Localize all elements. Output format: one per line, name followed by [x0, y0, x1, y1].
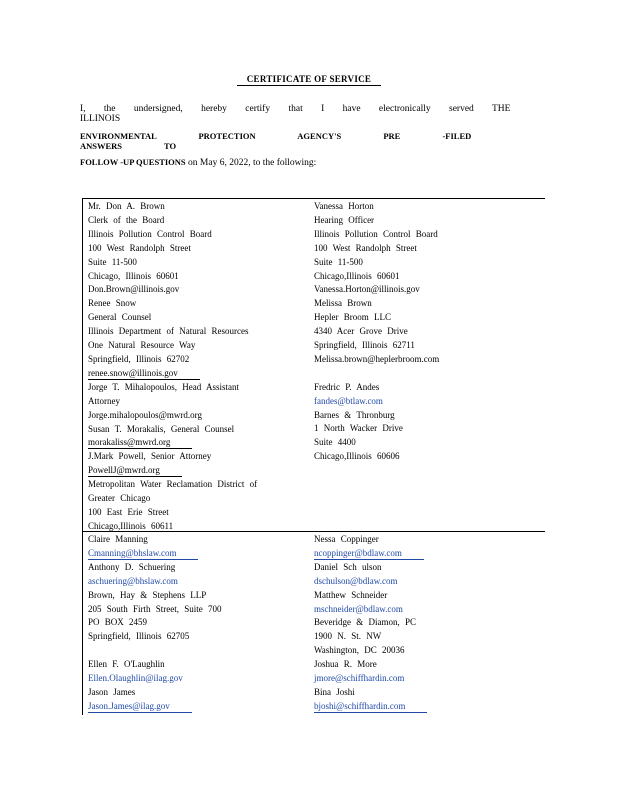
line-text: Chicago,Illinois 60606	[314, 451, 400, 462]
intro-line-3-bold: FOLLOW -UP QUESTIONS	[80, 157, 186, 167]
line-text: Mr. Don A. Brown	[88, 201, 165, 211]
line-text: 1 North Wacker Drive	[314, 423, 403, 434]
line-text: Melissa Brown	[314, 298, 372, 309]
line-text: Chicago, Illinois 60601	[88, 270, 179, 281]
contact-line	[88, 242, 308, 256]
contact-line	[314, 436, 542, 450]
line-text: Vanessa Horton	[314, 201, 374, 211]
line-text: Illinois Pollution Control Board	[88, 228, 212, 239]
contact-line	[88, 589, 308, 603]
line-text: Nessa Coppinger	[314, 534, 379, 544]
line-text: Jason James	[88, 686, 136, 697]
contact-line	[88, 561, 308, 575]
email-text: PowellJ@mwrd.org	[88, 464, 182, 477]
line-text: Hepler Broom LLC	[314, 312, 391, 323]
line-text: 100 West Randolph Street	[314, 242, 417, 253]
service-list-right-column	[314, 200, 542, 464]
line-text: 100 West Randolph Street	[88, 242, 191, 253]
line-text: Hearing Officer	[314, 214, 375, 225]
contact-email[interactable]	[314, 395, 542, 409]
line-text: Fredric P. Andes	[314, 381, 380, 392]
document-title: CERTIFICATE OF SERVICE	[0, 74, 618, 86]
email-text: aschuering@bhslaw.com	[88, 575, 178, 586]
contact-email[interactable]	[314, 603, 542, 617]
email-text: Don.Brown@illinois.gov	[88, 284, 180, 295]
contact-line	[314, 616, 542, 630]
contact-line	[314, 311, 542, 325]
contact-line	[88, 630, 308, 644]
contact-email[interactable]	[88, 700, 308, 714]
line-text: 205 South Firth Street, Suite 700	[88, 603, 222, 614]
contact-line	[314, 242, 542, 256]
contact-line	[88, 270, 308, 284]
contact-line	[88, 381, 308, 395]
line-text: Springfield, Illinois 62711	[314, 340, 415, 351]
contact-email[interactable]	[314, 575, 542, 589]
line-text: Joshua R. More	[314, 659, 377, 670]
contact-email[interactable]	[88, 283, 308, 297]
service-list-right-column	[314, 533, 542, 714]
line-text: One Natural Resource Way	[88, 340, 196, 351]
line-text: Washington, DC 20036	[314, 645, 405, 656]
contact-line	[314, 644, 542, 658]
contact-line	[314, 658, 542, 672]
contact-line	[88, 339, 308, 353]
contact-email[interactable]	[314, 283, 542, 297]
contact-line	[88, 492, 308, 506]
line-text: General Counsel	[88, 312, 152, 323]
contact-line	[314, 561, 542, 575]
line-text: Suite 11-500	[314, 256, 363, 267]
service-list-left-column	[88, 200, 308, 534]
line-text: J.Mark Powell, Senior Attorney	[88, 451, 212, 462]
contact-email[interactable]	[88, 464, 308, 478]
line-text: PO BOX 2459	[88, 617, 148, 628]
line-text: Brown, Hay & Stephens LLP	[88, 589, 207, 600]
contact-line	[314, 409, 542, 423]
contact-line	[88, 686, 308, 700]
contact-email[interactable]	[314, 700, 542, 714]
email-text: fandes@btlaw.com	[314, 395, 383, 406]
email-text: Jorge.mihalopoulos@mwrd.org	[88, 409, 202, 420]
email-text: dschulson@bdlaw.com	[314, 575, 398, 586]
line-text: Daniel Sch ulson	[314, 561, 382, 572]
line-text: Jorge T. Mihalopoulos, Head Assistant	[88, 381, 239, 392]
blank-line	[88, 644, 308, 658]
contact-line	[88, 658, 308, 672]
line-text: Chicago,Illinois 60601	[314, 270, 400, 281]
line-text: Attorney	[88, 395, 120, 406]
contact-email[interactable]	[88, 367, 308, 381]
email-text: jmore@schiffhardin.com	[314, 673, 405, 684]
line-text: Illinois Pollution Control Board	[314, 228, 438, 239]
contact-line	[88, 395, 308, 409]
email-text: ncoppinger@bdlaw.com	[314, 547, 424, 560]
contact-line	[88, 256, 308, 270]
contact-line	[88, 616, 308, 630]
line-text: Ellen F. O'Laughlin	[88, 659, 165, 670]
email-text: morakaliss@mwrd.org	[88, 436, 192, 449]
contact-line	[314, 214, 542, 228]
line-text: Barnes & Thronburg	[314, 409, 395, 420]
contact-line	[314, 297, 542, 311]
line-text: Renee Snow	[88, 298, 137, 309]
contact-line	[314, 422, 542, 436]
contact-line	[314, 256, 542, 270]
contact-line	[88, 450, 308, 464]
email-text: mschneider@bdlaw.com	[314, 603, 403, 614]
line-text: Susan T. Morakalis, General Counsel	[88, 423, 235, 434]
contact-line	[314, 325, 542, 339]
email-text: Melissa.brown@heplerbroom.com	[314, 353, 440, 364]
contact-line	[314, 228, 542, 242]
contact-email[interactable]	[88, 547, 308, 561]
contact-line	[88, 423, 308, 437]
line-text: Beveridge & Diamon, PC	[314, 617, 416, 628]
contact-line	[88, 506, 308, 520]
line-text: Claire Manning	[88, 534, 148, 544]
contact-line	[314, 270, 542, 284]
email-text: Ellen.Olaughlin@ilag.gov	[88, 673, 183, 684]
line-text: Anthony D. Schuering	[88, 561, 176, 572]
contact-email[interactable]	[88, 575, 308, 589]
contact-line	[88, 603, 308, 617]
contact-line	[88, 533, 308, 547]
email-text: bjoshi@schiffhardin.com	[314, 700, 427, 713]
contact-email[interactable]	[314, 353, 542, 367]
contact-line	[314, 630, 542, 644]
contact-line	[314, 200, 542, 214]
intro-line-3-rest: on May 6, 2022, to the following:	[185, 158, 317, 168]
contact-email[interactable]	[314, 672, 542, 686]
line-text: 100 East Erie Street	[88, 506, 169, 517]
intro-line-3	[80, 157, 536, 168]
contact-line	[314, 339, 542, 353]
line-text: Metropolitan Water Reclamation District of	[88, 479, 258, 490]
contact-line	[88, 297, 308, 311]
contact-email[interactable]	[314, 547, 542, 561]
contact-line	[88, 228, 308, 242]
line-text: Springfield, Illinois 62702	[88, 353, 190, 364]
contact-line	[88, 325, 308, 339]
line-text: Bina Joshi	[314, 686, 355, 697]
line-text: Illinois Department of Natural Resources	[88, 326, 249, 337]
contact-line	[314, 381, 542, 395]
email-text: Cmanning@bhslaw.com	[88, 547, 198, 560]
contact-line	[314, 589, 542, 603]
contact-line	[88, 353, 308, 367]
contact-line	[314, 533, 542, 547]
email-text: Jason.James@ilag.gov	[88, 700, 192, 713]
contact-line	[88, 214, 308, 228]
contact-line	[88, 311, 308, 325]
email-text: Vanessa.Horton@illinois.gov	[314, 284, 420, 295]
line-text: Suite 4400	[314, 437, 356, 448]
line-text: Suite 11-500	[88, 256, 137, 267]
line-text: 4340 Acer Grove Drive	[314, 326, 408, 337]
contact-line	[314, 450, 542, 464]
contact-email[interactable]	[88, 672, 308, 686]
line-text: Chicago,Illinois 60611	[88, 520, 174, 531]
email-text: renee.snow@illinois.gov	[88, 367, 200, 380]
contact-line	[314, 686, 542, 700]
service-list-left-column	[88, 533, 308, 714]
line-text: Clerk of the Board	[88, 214, 165, 225]
line-text: 1900 N. St. NW	[314, 631, 382, 642]
intro-line-1: I, the undersigned, hereby certify that I have electronically served THE ILLINOIS	[80, 104, 511, 124]
contact-email[interactable]	[88, 436, 308, 450]
blank-line	[314, 367, 542, 381]
line-text: Greater Chicago	[88, 493, 151, 504]
service-list-block-1	[82, 198, 545, 532]
contact-line	[88, 478, 308, 492]
intro-line-2: ENVIRONMENTAL PROTECTION AGENCY'S PRE -FILED ANSWERS TO	[80, 131, 472, 151]
service-list-block-2	[82, 531, 545, 715]
contact-email[interactable]	[88, 409, 308, 423]
contact-line	[88, 200, 308, 214]
line-text: Springfield, Illinois 62705	[88, 631, 190, 642]
line-text: Matthew Schneider	[314, 589, 388, 600]
